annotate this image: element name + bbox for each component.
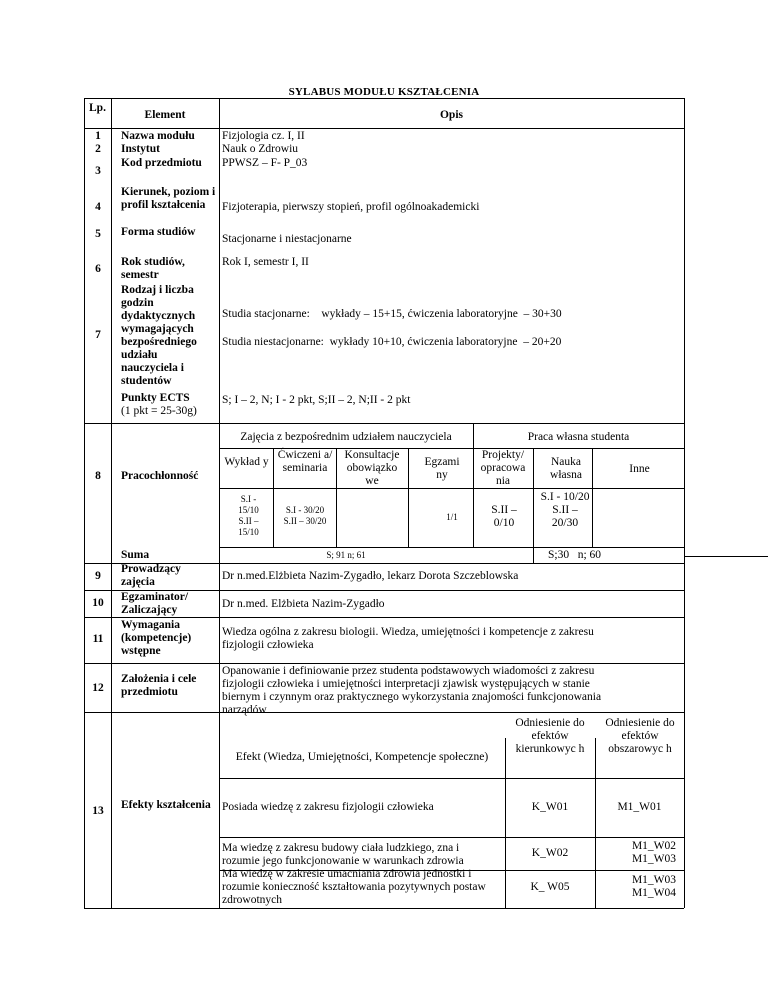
col-egzaminy: Egzami ny xyxy=(424,456,460,481)
head-effect: Efekt (Wiedza, Umiejętności, Kompetencje społeczne) xyxy=(235,751,489,763)
group-own: Praca własna studenta xyxy=(527,431,630,443)
group-direct: Zajęcia z bezpośrednim udziałem nauczyciela xyxy=(240,431,452,443)
val-egzaminy: 1/1 xyxy=(446,512,458,522)
col-projekty: Projekty/ opracowa nia xyxy=(480,449,526,487)
val-projekty: S.II – 0/10 xyxy=(491,504,517,529)
col-cwiczenia: Ćwiczeni a/ seminaria xyxy=(277,449,333,474)
val-wyklady: S.I - 15/10 S.II – 15/10 xyxy=(238,494,259,537)
col-nauka: Nauka własna xyxy=(550,456,582,481)
head-obsz: Odniesienie do efektów obszarowyc h xyxy=(605,717,675,755)
sum-own: S;30 n; 60 xyxy=(548,549,602,561)
header-lp: Lp. xyxy=(89,102,106,114)
page-title: SYLABUS MODUŁU KSZTAŁCENIA xyxy=(288,86,480,98)
head-kier: Odniesienie do efektów kierunkowyc h xyxy=(515,717,585,755)
sum-label: Suma xyxy=(121,549,150,561)
sum-direct: S; 91 n; 61 xyxy=(326,550,366,560)
val-cwiczenia: S.I - 30/20 S.II – 30/20 xyxy=(283,505,327,526)
header-opis: Opis xyxy=(439,109,463,121)
val-nauka: S.I - 10/20 S.II – 20/30 xyxy=(540,491,590,529)
col-wyklady: Wykład y xyxy=(224,456,269,468)
col-inne: Inne xyxy=(629,463,650,475)
header-element: Element xyxy=(144,109,186,121)
col-konsultacje: Konsultacje obowiązko we xyxy=(344,449,400,487)
